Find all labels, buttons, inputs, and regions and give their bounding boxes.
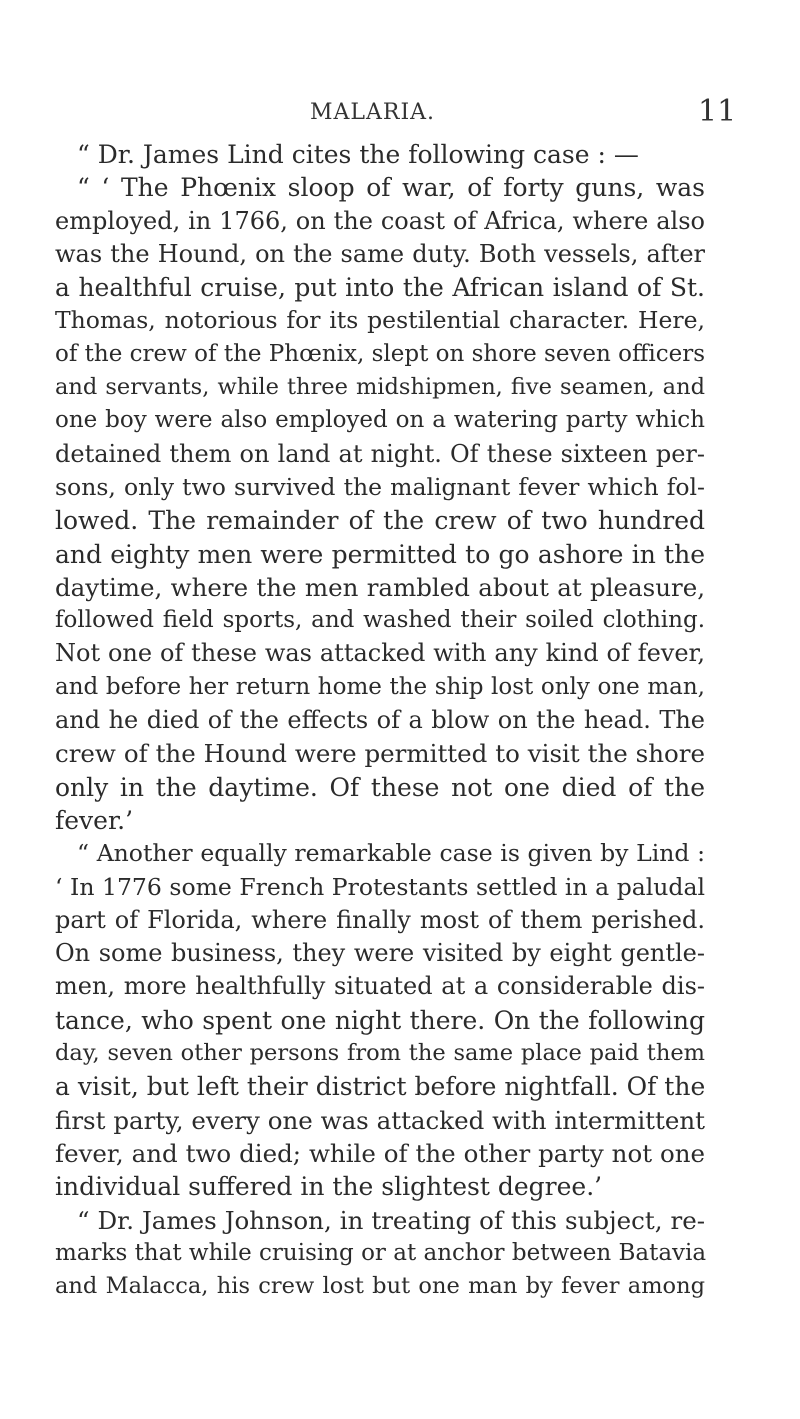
text-line: was the Hound, on the same duty. Both vessels, after (55, 239, 705, 268)
text-line: employed, in 1766, on the coast of Africa, where also (55, 206, 705, 235)
text-line: day, seven other persons from the same place paid them (55, 1040, 705, 1067)
text-line: and before her return home the ship lost only one man, (55, 673, 705, 700)
text-line: and servants, while three midshipmen, five seamen, and (55, 374, 705, 401)
text-line: Not one of these was attacked with any kind of fever, (55, 639, 705, 668)
text-line: “ Another equally remarkable case is given by Lind : (77, 839, 705, 868)
text-line: “ Dr. James Lind cites the following case : — (77, 140, 639, 169)
text-line: “ ‘ The Phœnix sloop of war, of forty guns, was (77, 173, 705, 203)
text-line: men, more healthfully situated at a considerable dis- (55, 972, 705, 1001)
text-line: individual suffered in the slightest degree.’ (55, 1172, 603, 1202)
text-line: part of Florida, where finally most of them perished. (55, 905, 705, 934)
text-line: crew of the Hound were permitted to visit the shore (55, 739, 705, 769)
text-line: first party, every one was attacked with intermittent (55, 1105, 705, 1135)
text-line: detained them on land at night. Of these sixteen per- (55, 439, 705, 468)
text-line: a visit, but left their district before nightfall. Of the (55, 1072, 706, 1102)
text-line: On some business, they were visited by eight gentle- (55, 939, 705, 968)
text-line: and eighty men were permitted to go ashore in the (55, 539, 705, 569)
running-title: MALARIA. (310, 100, 436, 125)
body-text (55, 138, 705, 1303)
text-line: lowed. The remainder of the crew of two hundred (55, 506, 705, 536)
text-line: followed field sports, and washed their soiled clothing. (55, 607, 705, 634)
text-line: one boy were also employed on a watering party which (55, 407, 705, 434)
text-line: tance, who spent one night there. On the following (55, 1005, 705, 1035)
text-line: ‘ In 1776 some French Protestants settled in a paludal (55, 872, 705, 901)
text-line: and he died of the effects of a blow on the head. The (55, 706, 705, 735)
text-line: fever.’ (55, 805, 134, 835)
text-line: a healthful cruise, put into the African island of St. (55, 273, 705, 303)
text-line: and Malacca, his crew lost but one man by fever among (55, 1273, 705, 1300)
text-line: daytime, where the men rambled about at pleasure, (55, 572, 705, 602)
page-number: 11 (698, 94, 737, 129)
text-line: “ Dr. James Johnson, in treating of this subject, re- (77, 1205, 705, 1235)
text-line: only in the daytime. Of these not one died of the (55, 772, 705, 802)
text-line: sons, only two survived the malignant fever which fol- (55, 472, 705, 501)
text-line: of the crew of the Phœnix, slept on shore seven officers (55, 340, 705, 367)
text-line: fever, and two died; while of the other party not one (55, 1138, 705, 1168)
text-line: marks that while cruising or at anchor between Batavia (55, 1239, 707, 1266)
text-line: Thomas, notorious for its pestilential character. Here, (55, 306, 705, 335)
